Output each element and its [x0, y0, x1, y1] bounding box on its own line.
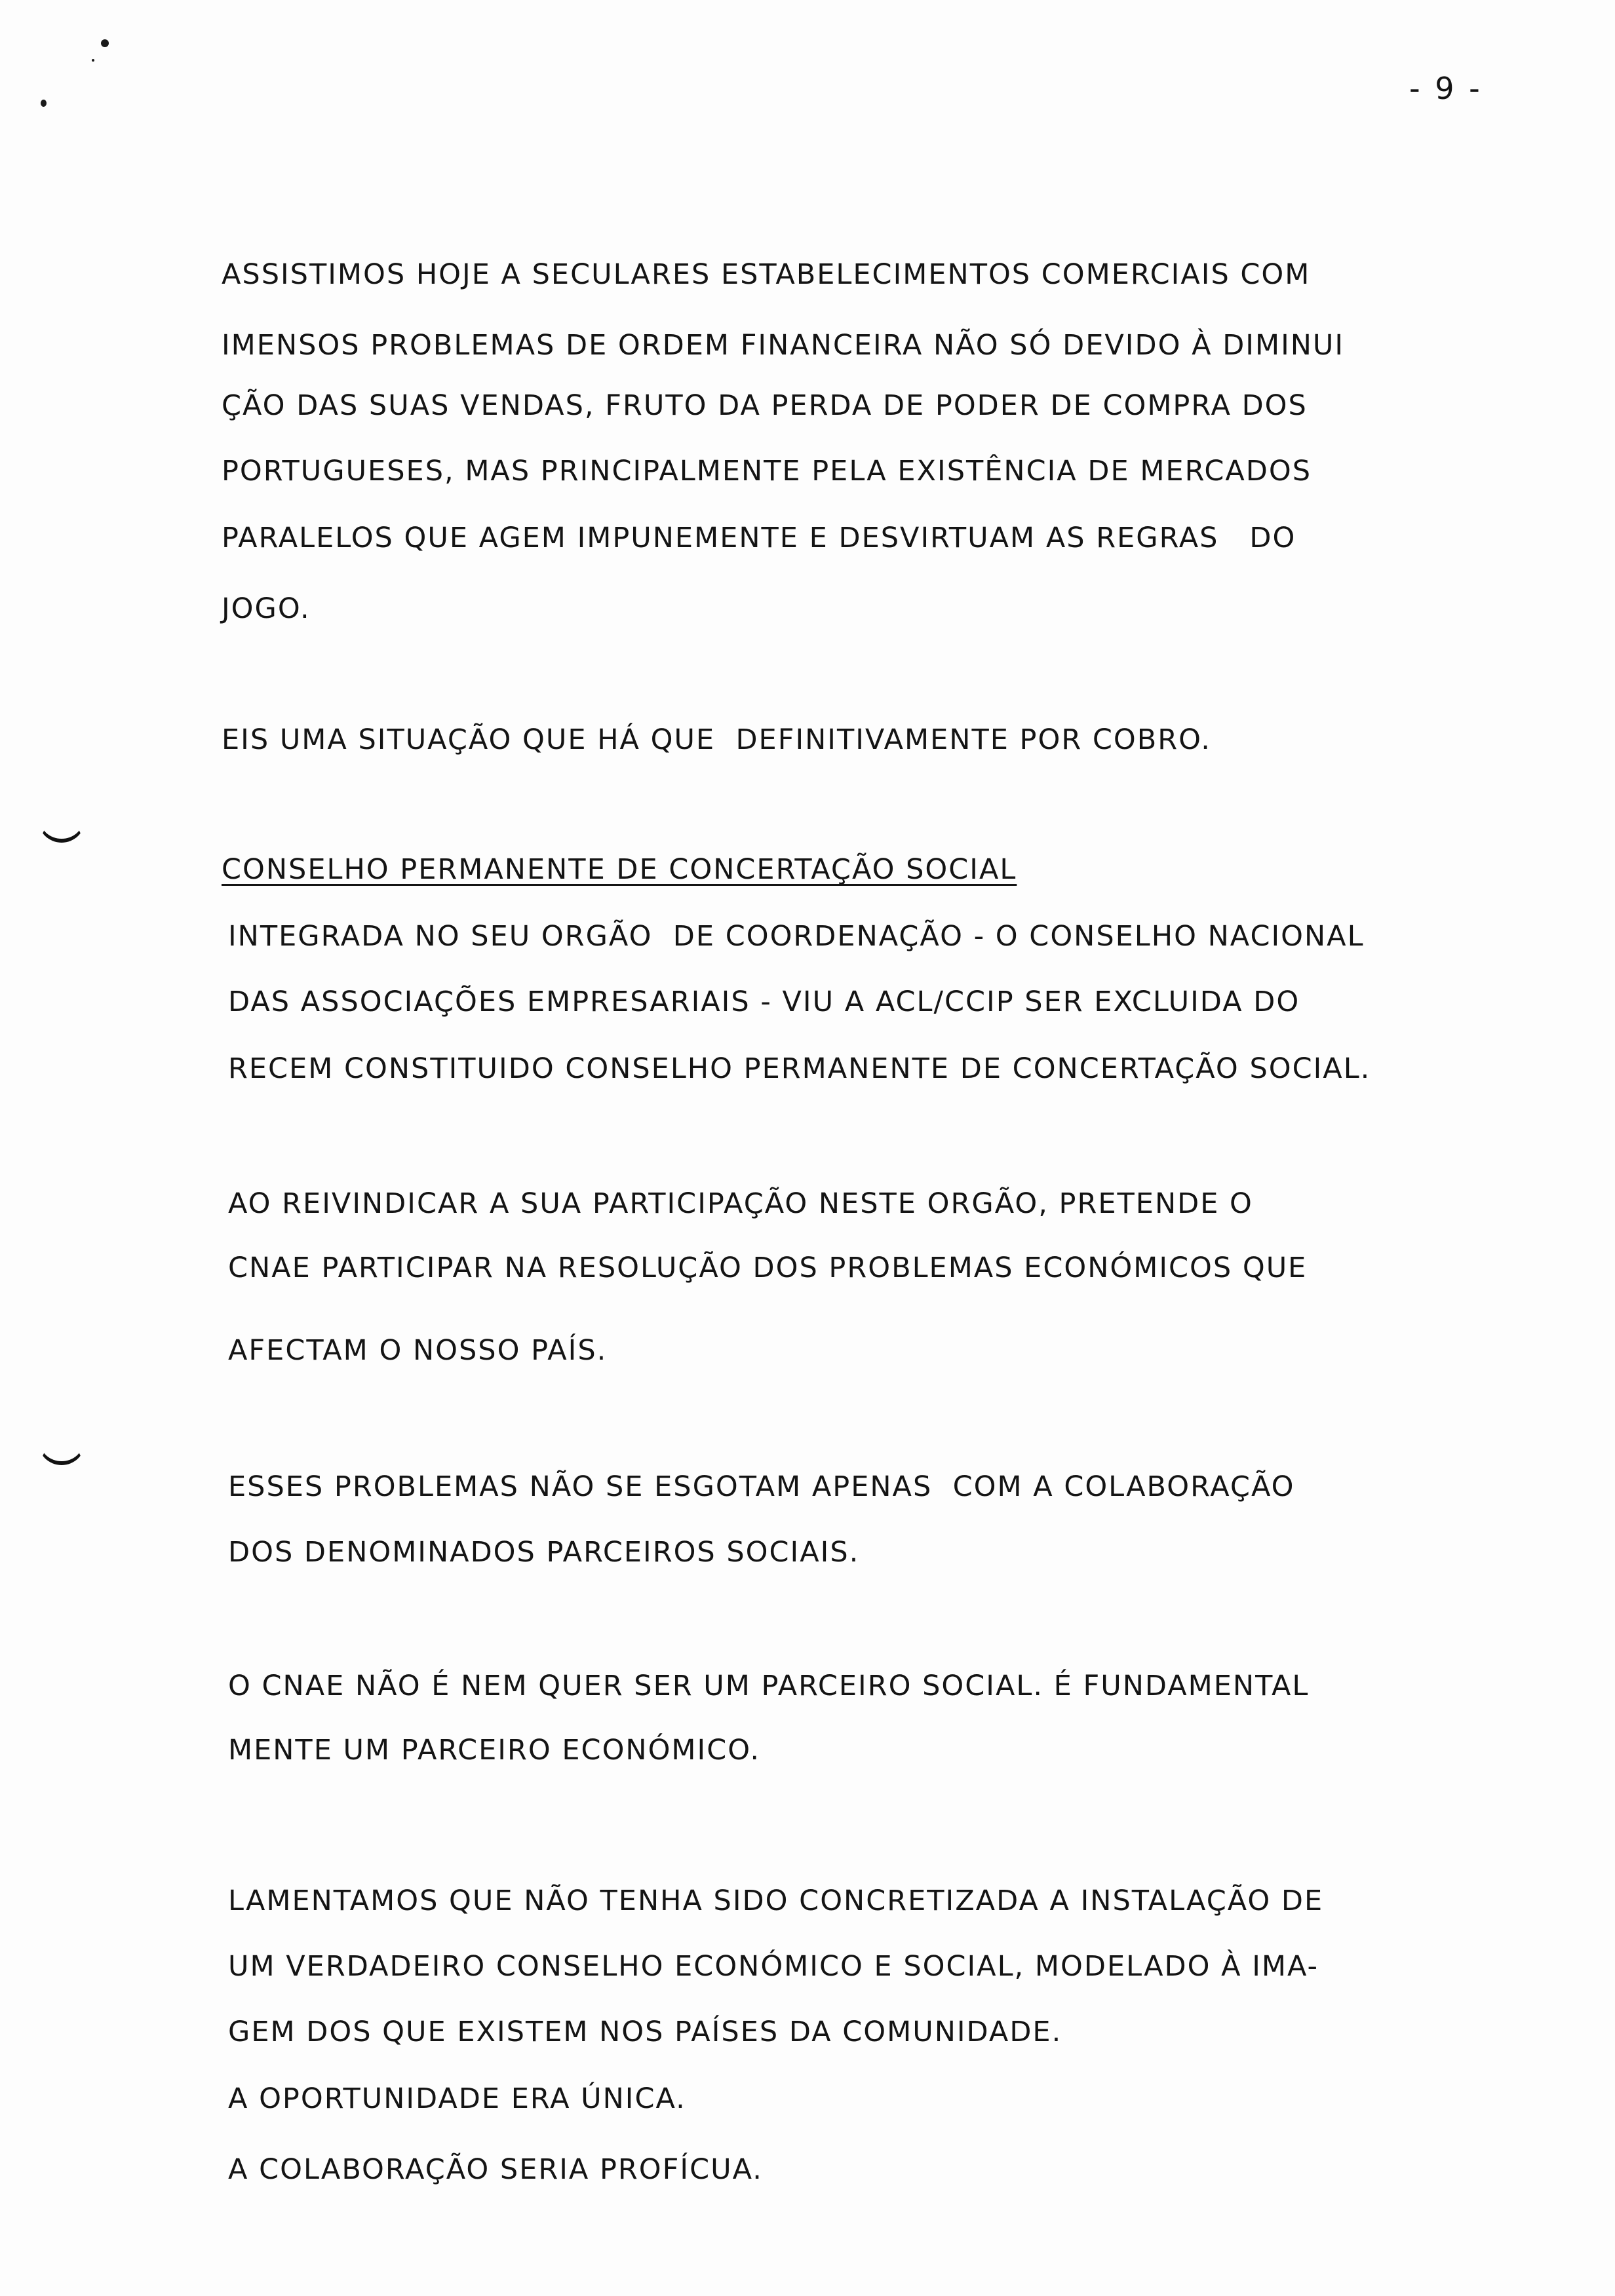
text-line: ESSES PROBLEMAS NÃO SE ESGOTAM APENAS COM A COLABORAÇÃO — [228, 1470, 1295, 1503]
text-line: AO REIVINDICAR A SUA PARTICIPAÇÃO NESTE ORGÃO, PRETENDE O — [228, 1187, 1253, 1220]
left-margin-bracket-mark — [38, 1435, 85, 1465]
scan-speck — [41, 100, 47, 107]
text-line: LAMENTAMOS QUE NÃO TENHA SIDO CONCRETIZADA A INSTALAÇÃO DE — [228, 1885, 1324, 1917]
text-line: GEM DOS QUE EXISTEM NOS PAÍSES DA COMUNIDADE. — [228, 2016, 1062, 2048]
text-line: A COLABORAÇÃO SERIA PROFÍCUA. — [228, 2153, 763, 2186]
text-line: ASSISTIMOS HOJE A SECULARES ESTABELECIMENTOS COMERCIAIS COM — [222, 258, 1311, 291]
left-margin-bracket-mark — [38, 813, 85, 843]
text-line: INTEGRADA NO SEU ORGÃO DE COORDENAÇÃO - O CONSELHO NACIONAL — [228, 920, 1365, 953]
text-line: DOS DENOMINADOS PARCEIROS SOCIAIS. — [228, 1536, 860, 1569]
text-line: IMENSOS PROBLEMAS DE ORDEM FINANCEIRA NÃO SÓ DEVIDO À DIMINUI — [222, 329, 1345, 362]
text-line: AFECTAM O NOSSO PAÍS. — [228, 1334, 608, 1367]
text-line: MENTE UM PARCEIRO ECONÓMICO. — [228, 1734, 761, 1767]
text-line: PARALELOS QUE AGEM IMPUNEMENTE E DESVIRTUAM AS REGRAS DO — [222, 522, 1296, 554]
text-line: ÇÃO DAS SUAS VENDAS, FRUTO DA PERDA DE PODER DE COMPRA DOS — [222, 389, 1308, 422]
page-number: - 9 - — [1409, 71, 1483, 106]
text-line: UM VERDADEIRO CONSELHO ECONÓMICO E SOCIAL, MODELADO À IMA- — [228, 1950, 1319, 1983]
text-line: EIS UMA SITUAÇÃO QUE HÁ QUE DEFINITIVAMENTE POR COBRO. — [222, 723, 1211, 756]
text-line: JOGO. — [222, 592, 311, 625]
text-line: RECEM CONSTITUIDO CONSELHO PERMANENTE DE CONCERTAÇÃO SOCIAL. — [228, 1052, 1371, 1085]
text-line: A OPORTUNIDADE ERA ÚNICA. — [228, 2082, 686, 2115]
scan-speck — [92, 59, 94, 62]
text-line: PORTUGUESES, MAS PRINCIPALMENTE PELA EXISTÊNCIA DE MERCADOS — [222, 455, 1312, 488]
scan-speck — [101, 39, 109, 47]
text-line: O CNAE NÃO É NEM QUER SER UM PARCEIRO SOCIAL. É FUNDAMENTAL — [228, 1670, 1310, 1702]
section-heading: CONSELHO PERMANENTE DE CONCERTAÇÃO SOCIAL — [222, 853, 1017, 886]
text-line: CNAE PARTICIPAR NA RESOLUÇÃO DOS PROBLEMAS ECONÓMICOS QUE — [228, 1252, 1308, 1284]
text-line: DAS ASSOCIAÇÕES EMPRESARIAIS - VIU A ACL/CCIP SER EXCLUIDA DO — [228, 985, 1300, 1018]
